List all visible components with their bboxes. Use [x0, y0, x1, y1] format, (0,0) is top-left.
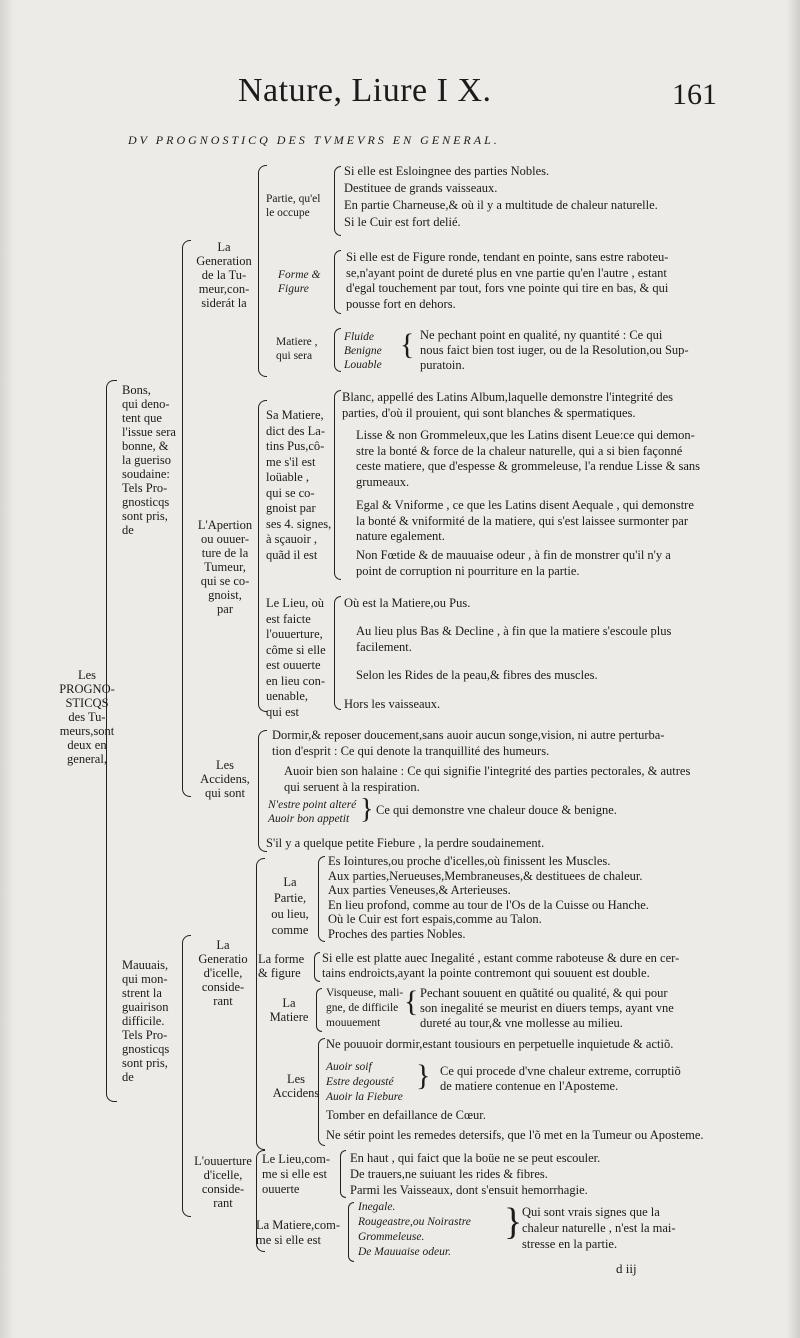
forme2-label: La forme & figure: [258, 952, 305, 980]
matiere2-items: Visqueuse, mali- gne, de difficile mouuement: [326, 987, 404, 1029]
lieu-item-1: Où est la Matiere,ou Pus.: [344, 596, 471, 610]
accidens-item-4: S'il y a quelque petite Fiebure , la perdre soudainement.: [266, 836, 545, 850]
page-number: 161: [672, 78, 717, 111]
matiere2-label: La Matiere: [269, 996, 309, 1024]
bons-brace: [182, 240, 191, 797]
matiere-label: Matiere , qui sera: [276, 336, 318, 362]
partie2-label: La Partie, ou lieu, comme: [271, 875, 309, 937]
accidens2-brace: [318, 1038, 325, 1146]
mauvais-label: Mauuais, qui mon- strent la guairison difficile. Tels Pro- gnosticqs sont pris, de: [122, 958, 170, 1084]
accidens2-group: Auoir soif Estre degousté Auoir la Fiebure: [326, 1061, 403, 1103]
accidens-label: Les Accidens, qui sont: [200, 758, 250, 800]
matiere3-label: La Matiere,com- me si elle est: [256, 1218, 340, 1247]
accidens2-label: Les Accidens: [272, 1072, 320, 1100]
matiere-text: Ne pechant point en qualité, ny quantité : Ce qui nous faict bien tost iuger, ou de la Resolution,ou Sup- puratoin.: [420, 328, 689, 372]
right-page-edge-shadow: [786, 0, 800, 1338]
lieu2-brace: [340, 1150, 346, 1198]
accidens-item-2: Auoir bien son halaine : Ce qui signifie l'integrité des parties pectorales, & autres qui seruent à la respiration.: [284, 764, 691, 794]
section-heading: DV PROGNOSTICQ DES TVMEVRS EN GENERAL.: [128, 133, 500, 147]
ouuerture-label: L'ouuerture d'icelle, conside- rant: [194, 1154, 252, 1210]
partie2-brace: [318, 856, 325, 942]
forme-text: Si elle est de Figure ronde, tendant en pointe, sans estre raboteu- se,n'ayant point de dureté plus en vne partie qu'en l'autre , estant d'egal touchement par tout, fors vne pointe qui tire en bas, & qui pousse fort en dehors.: [346, 250, 669, 311]
matiere3-items: Inegale. Rougeastre,ou Noirastre Grommeleuse. De Mauuaise odeur.: [358, 1201, 471, 1258]
matiere3-brace-glyph: }: [504, 1201, 523, 1243]
partie-label: Partie, qu'el le occupe: [266, 193, 321, 219]
lieu-item-3: Selon les Rides de la peau,& fibres des muscles.: [356, 668, 598, 682]
generation2-label: La Generatio d'icelle, conside- rant: [198, 938, 248, 1008]
lieu-item-2: Au lieu plus Bas & Decline , à fin que la matiere s'escoule plus facilement.: [356, 624, 672, 654]
partie-items: Si elle est Esloingnee des parties Nobles. Destituee de grands vaisseaux. En partie Charneuse,& où il y a multitude de chaleur naturelle. Si le Cuir est fort delié.: [344, 164, 658, 229]
lieu-label: Le Lieu, où est faicte l'ouuerture, côme si elle est ouuerte en lieu con- uenable, qui est: [266, 596, 326, 719]
matiere2-brace-glyph: {: [404, 985, 419, 1018]
running-title: Nature, Liure I X.: [238, 72, 492, 109]
root-label: Les PROGNO- STICQS des Tu- meurs,sont deux en general,: [59, 668, 115, 766]
apertion-label: L'Apertion ou ouuer- ture de la Tumeur, qui se co- gnoist, par: [197, 518, 253, 616]
lieu-item-4: Hors les vaisseaux.: [344, 697, 441, 711]
partie-brace: [334, 166, 341, 236]
left-page-edge-shadow: [0, 0, 14, 1338]
samatiere-p3: Egal & Vniforme , ce que les Latins disent Aequale , qui demonstre la bonté & vniformité de la matiere, qui s'est laissee surmonter par nature egalement.: [356, 498, 694, 543]
signature-mark: d iij: [616, 1261, 637, 1276]
accidens2-tomber: Tomber en defaillance de Cœur.: [326, 1108, 486, 1122]
matiere-items: Fluide Benigne Louable: [344, 331, 382, 371]
forme2-brace: [314, 952, 320, 982]
generation-label: La Generation de la Tu- meur,con- siderát la: [196, 240, 252, 310]
accidens2-last: Ne sétir point les remedes detersifs, que l'õ met en la Tumeur ou Aposteme.: [326, 1128, 704, 1142]
accidens-item-1: Dormir,& reposer doucement,sans auoir aucun songe,vision, ni autre perturba- tion d'esprit : Ce qui denote la tranquillité des humeurs.: [272, 728, 665, 758]
forme-label: Forme & Figure: [278, 269, 321, 295]
accidens2-brace-glyph: }: [416, 1059, 431, 1092]
matiere3-text: Qui sont vrais signes que la chaleur naturelle , n'est la mai- stresse en la partie.: [522, 1205, 676, 1251]
accidens-item-3-text: Ce qui demonstre vne chaleur douce & benigne.: [376, 803, 617, 817]
partie2-items: Es Iointures,ou proche d'icelles,où finissent les Muscles. Aux parties,Nerueuses,Membraneuses,& destituees de chaleur. Aux parties Veneuses,& Arterieuses. En lieu profond, comme au tour de l'Os de la Cuisse ou Hanche. Où le Cuir est fort espais,comme au Talon. Proches des parties Nobles.: [328, 854, 649, 941]
matiere-brace: [334, 328, 341, 372]
forme2-text: Si elle est platte auec Inegalité , estant comme raboteuse & dure en cer- tains endroicts,ayant la pointe contremont qui souuent est double.: [322, 951, 680, 980]
accidens-brace-glyph: }: [360, 794, 374, 825]
accidens-item-3: N'estre point alteré Auoir bon appetit: [268, 799, 357, 825]
bons-label: Bons, qui deno- tent que l'issue sera bonne, & la gueriso soudaine: Tels Pro- gnosticqs sont pris, de: [122, 383, 176, 537]
lieu-brace: [334, 596, 341, 710]
samatiere-p2: Lisse & non Grommeleux,que les Latins disent Leue:ce qui demon- stre la bonté & force de la chaleur naturelle, qui a si bien façonné ceste matiere, que d'espesse & grommeleuse, l'a rendue Lisse & sans grumeaux.: [356, 428, 700, 489]
samatiere-label: Sa Matiere, dict des La- tins Pus,cô- me s'il est loüable , qui se co- gnoist par ses 4. signes, à sçauoir , quãd il est: [266, 408, 332, 562]
samatiere-brace: [334, 390, 341, 580]
matiere2-text: Pechant souuent en quãtité ou qualité, & qui pour son inegalité se meurist en diuers temps, ayant vne dureté au tour,& vne mollesse au milieu.: [420, 986, 674, 1030]
forme-brace: [334, 250, 341, 314]
accidens2-first: Ne pouuoir dormir,estant tousiours en perpetuelle inquietude & actiõ.: [326, 1037, 674, 1051]
accidens2-group-text: Ce qui procede d'vne chaleur extreme, corruptiõ de matiere contenue en l'Aposteme.: [440, 1064, 681, 1093]
matiere-brace-glyph: {: [400, 328, 415, 361]
lieu2-label: Le Lieu,com- me si elle est ouuerte: [262, 1152, 331, 1196]
samatiere-p4: Non Fœtide & de mauuaise odeur , à fin de monstrer qu'il n'y a point de corruption ni pourriture en la partie.: [356, 548, 671, 578]
samatiere-p1: Blanc, appellé des Latins Album,laquelle demonstre l'integrité des parties, d'où il prouient, qui sont blanches & spermatiques.: [342, 390, 673, 420]
matiere2-brace: [316, 988, 322, 1032]
accidens-brace: [258, 730, 267, 852]
matiere3-brace: [348, 1202, 354, 1262]
root-brace: [106, 380, 117, 1102]
lieu2-items: En haut , qui faict que la boüe ne se peut escouler. De trauers,ne suiuant les rides & fibres. Parmi les Vaisseaux, dont s'ensuit hemorrhagie.: [350, 1151, 601, 1197]
